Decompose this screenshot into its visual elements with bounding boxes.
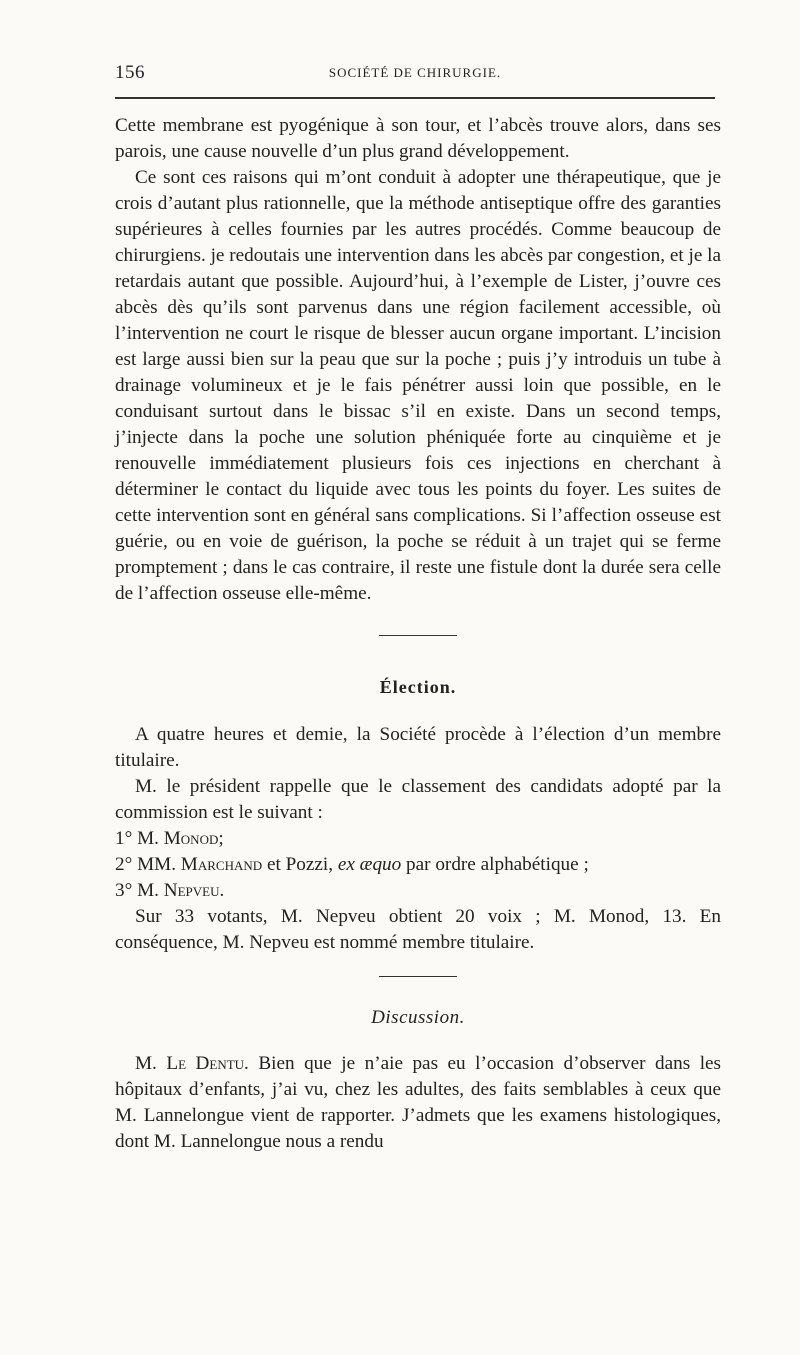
candidate-name: Pozzi, — [285, 854, 334, 875]
candidate-name: Monod — [163, 828, 219, 849]
election-result: Sur 33 votants, M. Nepveu obtient 20 voix ; M. Monod, 13. En conséquence, M. Nepveu est nommé membre titulaire. — [115, 906, 721, 953]
header-rule — [115, 97, 715, 99]
speaker-name: Le Dentu. — [166, 1053, 249, 1074]
discussion-heading: Discussion. — [371, 1007, 465, 1028]
candidate-1: 1° M. Monod; — [115, 828, 224, 849]
election-paragraph-2: M. le président rappelle que le classement des candidats adopté par la commission est le suivant : — [115, 776, 721, 823]
candidate-name: Marchand — [180, 854, 263, 875]
paragraph-2: Ce sont ces raisons qui m’ont conduit à adopter une thérapeutique, que je crois d’autant plus rationnelle, que la méthode antiseptique offre des garanties supérieures à celles fournies par les autres procédés. Comme beaucoup de chirurgiens. je redoutais une intervention dans les abcès par congestion, et je la retardais autant que possible. Aujourd’hui, à l’exemple de Lister, j’ouvre ces abcès dès qu’ils sont parvenus dans une région facilement accessible, où l’intervention ne court le risque de blesser aucun organe important. L’incision est large aussi bien sur la peau que sur la poche ; puis j’y introduis un tube à drainage volumineux et je le fais pénétrer aussi loin que possible, en le conduisant surtout dans le bissac s’il en existe. Dans un second temps, j’injecte dans la poche une solution phéniquée forte au cinquième et je renouvelle immédiatement plusieurs fois ces injections en cherchant à déterminer le contact du liquide avec tous les points du foyer. Les suites de cette intervention sont en général sans complications. Si l’affection osseuse est guérie, ou en voie de guérison, la poche se réduit à un trajet qui se ferme promptement ; dans le cas contraire, il reste une fistule dont la durée sera celle de l’affection osseuse elle-même. — [115, 167, 721, 604]
candidate-3: 3° M. Nepveu. — [115, 880, 225, 901]
body-text — [115, 113, 721, 1155]
ex-aequo: ex æquo — [337, 854, 402, 875]
page-number: 156 — [115, 62, 145, 83]
candidate-name: Nepveu. — [163, 880, 225, 901]
candidate-2: 2° MM. Marchand et Pozzi, ex æquo par ordre alphabétique ; — [115, 854, 589, 875]
election-heading: Élection. — [379, 677, 457, 697]
page-header — [115, 62, 715, 86]
paragraph-1: Cette membrane est pyogénique à son tour, et l’abcès trouve alors, dans ses parois, une cause nouvelle d’un plus grand développement. — [115, 115, 721, 162]
discussion-paragraph: M. Le Dentu. Bien que je n’aie pas eu l’occasion d’observer dans les hôpitaux d’enfants, j’ai vu, chez les adultes, des faits semblables à ceux que M. Lannelongue vient de rapporter. J’admets que les examens histologiques, dont M. Lannelongue nous a rendu — [115, 1053, 722, 1152]
election-paragraph-1: A quatre heures et demie, la Société procède à l’élection d’un membre titulaire. — [115, 724, 721, 771]
running-title: SOCIÉTÉ DE CHIRURGIE. — [328, 65, 502, 80]
